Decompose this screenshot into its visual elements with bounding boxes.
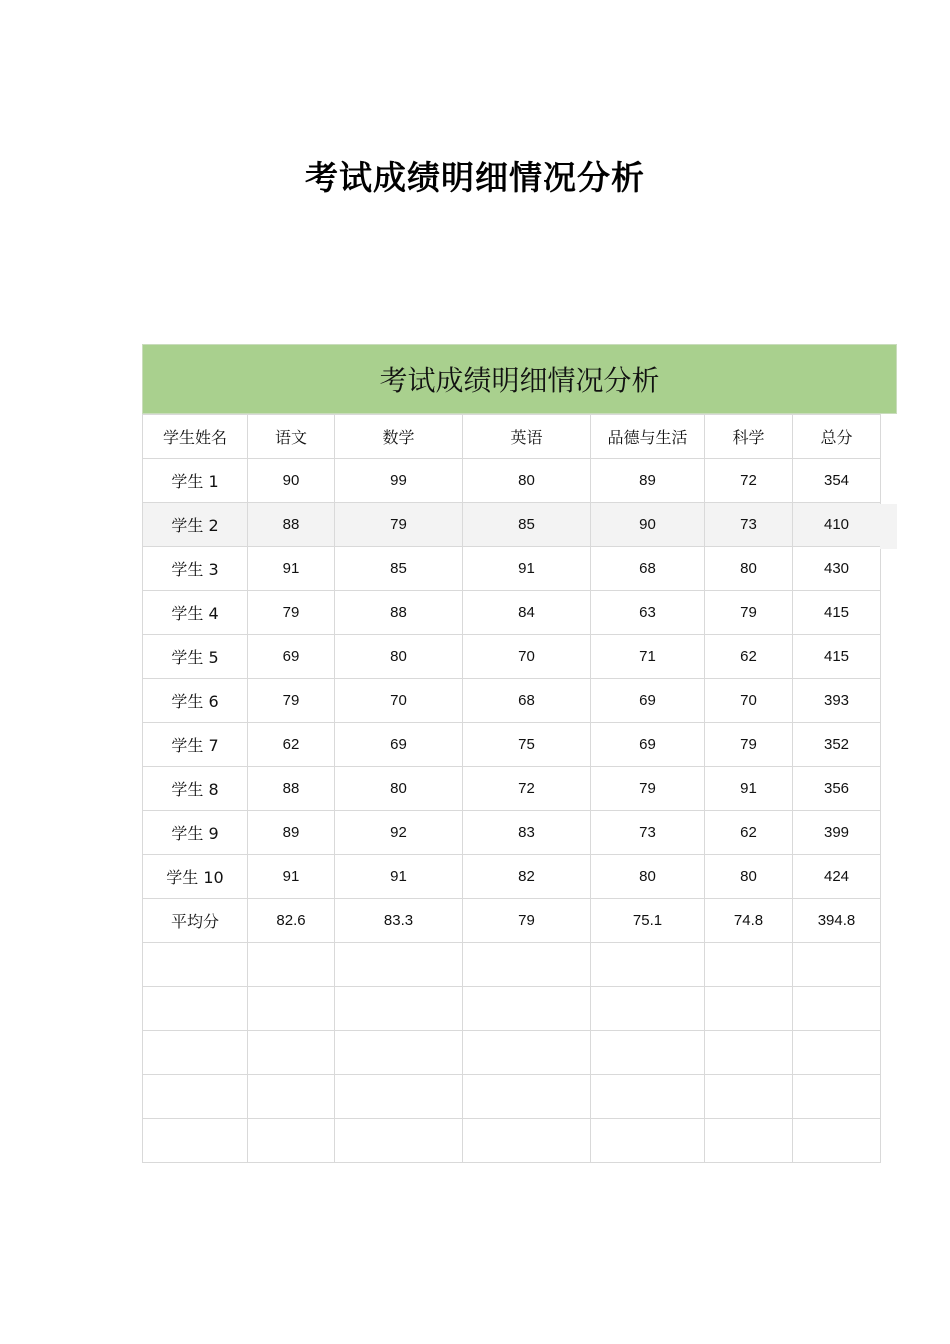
header-cell: 品德与生活 — [591, 415, 705, 459]
student-name-cell: 学生 9 — [143, 811, 248, 855]
empty-cell — [248, 1031, 335, 1075]
score-cell: 85 — [463, 503, 591, 547]
score-cell: 88 — [335, 591, 463, 635]
score-cell: 88 — [248, 503, 335, 547]
score-cell: 89 — [591, 459, 705, 503]
page-title: 考试成绩明细情况分析 — [305, 158, 645, 197]
table-row — [143, 547, 881, 591]
table-row — [143, 591, 881, 635]
empty-cell — [591, 943, 705, 987]
student-name-cell: 学生 2 — [143, 503, 248, 547]
score-cell: 79 — [705, 591, 793, 635]
score-cell: 424 — [793, 855, 881, 899]
empty-cell — [705, 1075, 793, 1119]
score-cell: 415 — [793, 591, 881, 635]
score-cell: 91 — [335, 855, 463, 899]
score-cell: 90 — [248, 459, 335, 503]
average-cell: 75.1 — [591, 899, 705, 943]
score-cell: 89 — [248, 811, 335, 855]
score-cell: 72 — [705, 459, 793, 503]
score-cell: 63 — [591, 591, 705, 635]
average-cell: 394.8 — [793, 899, 881, 943]
empty-cell — [335, 1119, 463, 1163]
empty-cell — [335, 1031, 463, 1075]
empty-cell — [335, 987, 463, 1031]
average-cell: 74.8 — [705, 899, 793, 943]
highlight-extension — [880, 504, 897, 549]
score-cell: 430 — [793, 547, 881, 591]
empty-cell — [248, 1119, 335, 1163]
score-cell: 69 — [591, 679, 705, 723]
score-cell: 73 — [591, 811, 705, 855]
student-name-cell: 学生 8 — [143, 767, 248, 811]
score-cell: 356 — [793, 767, 881, 811]
student-name-cell: 学生 7 — [143, 723, 248, 767]
score-cell: 415 — [793, 635, 881, 679]
score-cell: 62 — [705, 811, 793, 855]
table-row — [143, 767, 881, 811]
score-cell: 80 — [335, 767, 463, 811]
score-cell: 69 — [248, 635, 335, 679]
empty-cell — [705, 943, 793, 987]
score-cell: 91 — [248, 855, 335, 899]
score-cell: 90 — [591, 503, 705, 547]
score-cell: 91 — [705, 767, 793, 811]
score-cell: 85 — [335, 547, 463, 591]
average-cell: 79 — [463, 899, 591, 943]
empty-row — [143, 1031, 881, 1075]
average-label-cell: 平均分 — [143, 899, 248, 943]
score-cell: 393 — [793, 679, 881, 723]
score-cell: 69 — [335, 723, 463, 767]
header-cell: 数学 — [335, 415, 463, 459]
header-cell: 学生姓名 — [143, 415, 248, 459]
empty-cell — [793, 987, 881, 1031]
empty-cell — [705, 987, 793, 1031]
empty-cell — [793, 1075, 881, 1119]
empty-row — [143, 987, 881, 1031]
empty-cell — [335, 1075, 463, 1119]
average-cell: 83.3 — [335, 899, 463, 943]
student-name-cell: 学生 10 — [143, 855, 248, 899]
empty-cell — [143, 1075, 248, 1119]
student-name-cell: 学生 3 — [143, 547, 248, 591]
score-cell: 99 — [335, 459, 463, 503]
header-cell: 英语 — [463, 415, 591, 459]
empty-cell — [248, 1075, 335, 1119]
score-cell: 75 — [463, 723, 591, 767]
score-cell: 88 — [248, 767, 335, 811]
table-row — [143, 459, 881, 503]
header-row — [143, 415, 881, 459]
student-name-cell: 学生 1 — [143, 459, 248, 503]
score-cell: 354 — [793, 459, 881, 503]
empty-cell — [793, 943, 881, 987]
empty-cell — [705, 1031, 793, 1075]
table-row — [143, 723, 881, 767]
student-name-cell: 学生 4 — [143, 591, 248, 635]
score-cell: 91 — [248, 547, 335, 591]
score-cell: 68 — [463, 679, 591, 723]
score-cell: 72 — [463, 767, 591, 811]
score-table — [142, 414, 881, 1163]
header-cell: 语文 — [248, 415, 335, 459]
score-cell: 70 — [335, 679, 463, 723]
score-cell: 352 — [793, 723, 881, 767]
score-cell: 80 — [463, 459, 591, 503]
table-banner: 考试成绩明细情况分析 — [142, 344, 897, 414]
empty-cell — [335, 943, 463, 987]
empty-row — [143, 1075, 881, 1119]
student-name-cell: 学生 5 — [143, 635, 248, 679]
score-cell: 80 — [705, 855, 793, 899]
score-cell: 92 — [335, 811, 463, 855]
empty-cell — [463, 943, 591, 987]
empty-cell — [143, 987, 248, 1031]
score-cell: 79 — [335, 503, 463, 547]
header-cell: 总分 — [793, 415, 881, 459]
header-cell: 科学 — [705, 415, 793, 459]
score-cell: 79 — [248, 591, 335, 635]
empty-cell — [143, 943, 248, 987]
score-cell: 69 — [591, 723, 705, 767]
score-cell: 82 — [463, 855, 591, 899]
table-row — [143, 503, 881, 547]
score-cell: 91 — [463, 547, 591, 591]
score-cell: 73 — [705, 503, 793, 547]
average-row — [143, 899, 881, 943]
empty-cell — [143, 1031, 248, 1075]
score-cell: 79 — [591, 767, 705, 811]
score-cell: 80 — [591, 855, 705, 899]
empty-cell — [591, 1119, 705, 1163]
empty-cell — [463, 1075, 591, 1119]
empty-row — [143, 943, 881, 987]
table-row — [143, 679, 881, 723]
score-cell: 410 — [793, 503, 881, 547]
table-row — [143, 855, 881, 899]
score-cell: 70 — [705, 679, 793, 723]
empty-cell — [705, 1119, 793, 1163]
score-cell: 83 — [463, 811, 591, 855]
score-cell: 70 — [463, 635, 591, 679]
empty-cell — [591, 987, 705, 1031]
empty-cell — [463, 1031, 591, 1075]
student-name-cell: 学生 6 — [143, 679, 248, 723]
empty-cell — [248, 943, 335, 987]
score-sheet — [142, 344, 897, 1163]
score-cell: 62 — [705, 635, 793, 679]
empty-row — [143, 1119, 881, 1163]
score-cell: 84 — [463, 591, 591, 635]
empty-cell — [793, 1031, 881, 1075]
empty-cell — [463, 1119, 591, 1163]
score-cell: 80 — [705, 547, 793, 591]
average-cell: 82.6 — [248, 899, 335, 943]
score-cell: 79 — [705, 723, 793, 767]
table-row — [143, 635, 881, 679]
table-row — [143, 811, 881, 855]
score-cell: 80 — [335, 635, 463, 679]
empty-cell — [591, 1075, 705, 1119]
empty-cell — [248, 987, 335, 1031]
score-cell: 399 — [793, 811, 881, 855]
score-cell: 62 — [248, 723, 335, 767]
score-cell: 68 — [591, 547, 705, 591]
score-cell: 79 — [248, 679, 335, 723]
empty-cell — [463, 987, 591, 1031]
empty-cell — [591, 1031, 705, 1075]
score-cell: 71 — [591, 635, 705, 679]
empty-cell — [143, 1119, 248, 1163]
empty-cell — [793, 1119, 881, 1163]
